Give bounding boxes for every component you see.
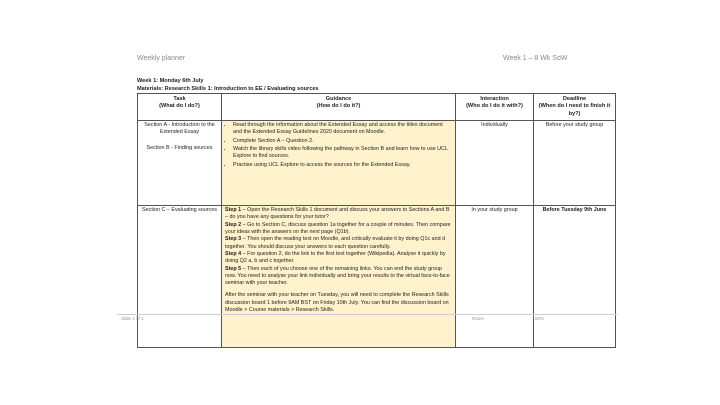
task-section-c: Section C – Evaluating sources <box>142 207 217 214</box>
task-cell <box>138 205 222 347</box>
step-label: Step 4 <box>225 250 242 257</box>
deadline-cell <box>534 205 616 347</box>
header-deadline <box>534 94 616 121</box>
materials-heading: Materials: Research Skills 1: Introduction to EE / Evaluating sources <box>137 86 319 92</box>
deadline-cell <box>534 120 616 205</box>
header-task-sub: (What do I do?) <box>159 103 200 110</box>
step-item <box>225 266 452 288</box>
step-text: – For question 2, do the link to the first text together (Wikipedia). Analyse it quickly by doing Q2 a, b and c together. <box>225 250 446 265</box>
step-text: – Then each of you choose one of the remaining links. You can end the study group now. You need to analyse your link individually and bring your results to the virtual face-to-face seminar with your teacher. <box>225 265 450 287</box>
header-task <box>138 94 222 121</box>
deadline-value: Before Tuesday 9th June <box>542 207 607 214</box>
interaction-value: In your study group <box>471 207 518 214</box>
header-guidance-sub: (How do I do it?) <box>316 103 361 110</box>
step-item <box>225 222 452 237</box>
list-item: • Complete Section A – Question 2. <box>233 138 452 145</box>
header-interaction-title: Interaction <box>480 95 509 102</box>
step-label: Step 3 <box>225 236 242 243</box>
list-item: • Read through the information about the Extended Essay and access the titles document and the Extended Essay Guidelines 2020 document on Moodle. <box>233 122 452 137</box>
document-header-title: Weekly planner <box>137 55 186 62</box>
week-heading: Week 1: Monday 6th July <box>137 78 204 84</box>
header-guidance <box>222 94 456 121</box>
table-header-row <box>138 94 616 121</box>
guidance-cell <box>222 205 456 347</box>
step-item <box>225 207 452 222</box>
task-section-a: Section A - Introduction to the Extended Essay <box>144 122 215 136</box>
after-seminar-note: After the seminar with your teacher on Tuesday, you will need to complete the Research Skills discussion board 1 before 9AM BST on Friday 10th July. You can find the discussion board on Moodle > Course materials > Research Skills. <box>225 292 449 313</box>
list-item: • Practise using UCL Explore to access the sources for the Extended Essay. <box>233 162 452 169</box>
header-task-title: Task <box>173 95 186 102</box>
table-row <box>138 120 616 205</box>
step-text: – Open the Research Skills 1 document and discuss your answers to Sections A and B – do you have any questions for your tutor? <box>225 207 450 221</box>
step-item <box>225 236 452 251</box>
list-item: • Watch the library skills video following the pathway in Section B and learn how to use UCL Explore to find sources. <box>233 146 452 161</box>
table-row <box>138 205 616 347</box>
step-label: Step 5 <box>225 265 242 272</box>
step-text: – Then open the reading text on Moodle, and critically evaluate it by doing Q1c and d together. You should discuss your answers to each question carefully. <box>225 236 446 250</box>
header-guidance-title: Guidance <box>325 95 352 102</box>
planner-table <box>137 93 616 348</box>
guidance-bullet-list <box>225 122 452 169</box>
interaction-cell <box>456 120 534 205</box>
header-interaction-sub: (Who do I do it with?) <box>466 103 523 110</box>
interaction-value: Individually <box>481 122 508 129</box>
slide-counter: Slide 1 of 1 <box>121 316 144 321</box>
header-interaction <box>456 94 534 121</box>
notes-button[interactable]: Notes <box>472 316 484 321</box>
task-cell <box>138 120 222 205</box>
step-item <box>225 251 452 266</box>
document-header-week: Week 1 – 8 Wk SoW <box>503 55 568 62</box>
guidance-cell <box>222 120 456 205</box>
step-label: Step 2 <box>225 221 242 228</box>
step-label: Step 1 <box>225 207 242 214</box>
task-section-b: Section B - Finding sources <box>146 144 213 151</box>
header-deadline-sub: (When do I need to finish it by?) <box>538 103 611 117</box>
step-text: – Go to Section C, discuss question 1a together for a couple of minutes. Then compare your ideas with the answers on the next page (Q1b). <box>225 221 451 236</box>
zoom-level[interactable]: 80% <box>535 316 545 321</box>
deadline-value: Before your study group <box>545 122 604 129</box>
interaction-cell <box>456 205 534 347</box>
header-deadline-title: Deadline <box>562 95 587 102</box>
status-bar <box>117 314 617 323</box>
